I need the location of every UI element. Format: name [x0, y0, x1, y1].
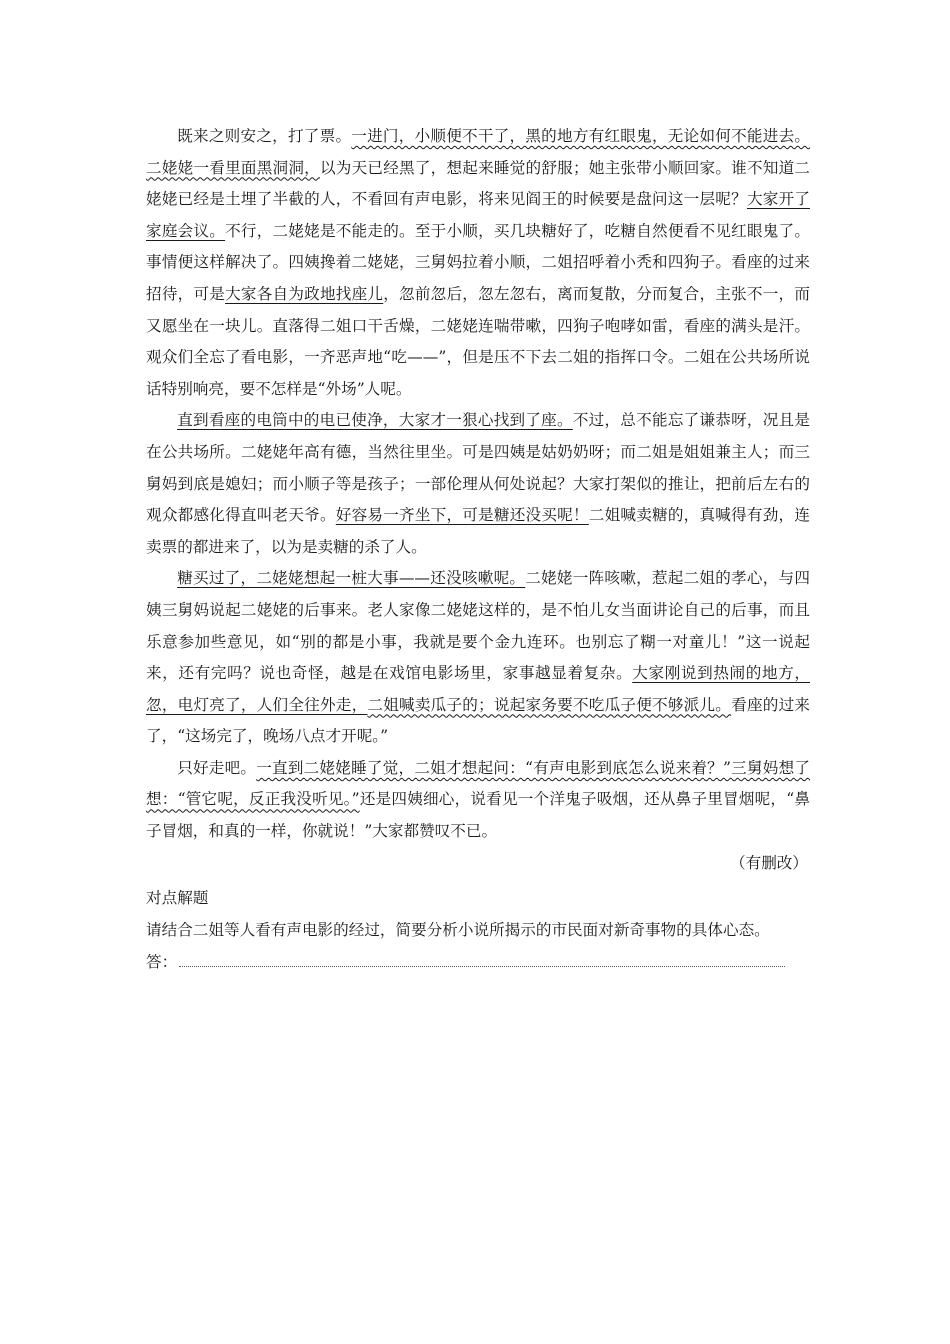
text-run: 看座的过来了，“这场完了，晚场八点才开呢。” — [146, 695, 810, 746]
wavy-underlined-text: 一进门，小顺便不干了，黑的地方有红眼鬼，无论如何不能进去。二姥姥一看里面黑洞洞， — [146, 127, 810, 177]
paragraph-1 — [146, 0, 810, 405]
text-run: 既来之则安之，打了票。 — [177, 127, 352, 145]
answer-blank-line[interactable] — [179, 946, 785, 967]
underlined-text: 大家开了家庭会议。 — [146, 190, 810, 240]
text-run: 二姐喊卖糖的，真喊得有劲，连卖票的都进来了，以为是卖糖的杀了人。 — [146, 506, 810, 556]
text-run: ，忽前忽后，忽左忽右，离而复散，分而复合，主张不一，而又愿坐在一块儿。直落得二姐口干舌燥，二姥姥连喘带嗽，四狗子咆哮如雷，看座的满头是汗。观众们全忘了看电影，一齐恶声地“吃——”，但是压不下去二姐的指挥口令。二姐在公共场所说话特别响亮，要不怎样是“外场”人呢。 — [146, 284, 810, 398]
paragraph-3 — [146, 563, 810, 753]
section-title: 对点解题 — [146, 889, 209, 908]
text-run: 以为天已经黑了，想起来睡觉的舒服；她主张带小顺回家。谁不知道二姥姥已经是土埋了半截的人，不看回有声电影，将来见阎王的时候要是盘问这一层呢？ — [146, 158, 810, 209]
document-body — [146, 0, 810, 979]
wavy-underlined-text: 一直到二姥姥睡了觉，二姐才想起问：“有声电影到底怎么说来着？”三舅妈想了想：“管它呢，反正我没听见。” — [146, 758, 810, 809]
paragraph-4 — [146, 753, 810, 848]
text-run: 不行，二姥姥是不能走的。至于小顺，买几块糖好了，吃糖自然便看不见红眼鬼了。事情便这样解决了。四姨搀着二姥姥，三舅妈拉着小顺，二姐招呼着小秃和四狗子。看座的过来招待，可是 — [146, 221, 810, 303]
underlined-text: 大家刚说到热闹的地方，忽，电灯亮了，人们全往外走， — [146, 664, 810, 714]
text-run: 只好走吧。 — [177, 758, 257, 777]
question-text: 请结合二姐等人看有声电影的经过，简要分析小说所揭示的市民面对新奇事物的具体心态。 — [146, 920, 770, 939]
paragraph-2 — [146, 405, 810, 563]
underlined-text: 好容易一齐坐下，可是糖还没买呢！ — [335, 506, 589, 525]
wavy-underlined-text: 二姐喊卖瓜子的；说起家务要不吃瓜子便不够派儿。 — [367, 695, 732, 714]
answer-row — [146, 946, 810, 979]
underlined-text: 直到看座的电筒中的电已使净，大家才一狠心找到了座。 — [177, 411, 573, 430]
source-note: （有删改） — [730, 853, 808, 872]
answer-label: 答： — [146, 953, 178, 972]
underlined-text: 糖买过了，二姥姥想起一桩大事——还没咳嗽呢。 — [177, 569, 526, 588]
text-run: 不过，总不能忘了谦恭呀，况且是在公共场所。二姥姥年高有德，当然往里坐。可是四姨是姑奶奶呀；而二姐是姐姐兼主人；而三舅妈到底是媳妇；而小顺子等是孩子；一部伦理从何处说起？大家打架似的推让，把前后左右的观众都感化得直叫老天爷。 — [146, 411, 810, 525]
text-run: 还是四姨细心，说看见一个洋鬼子吸烟，还从鼻子里冒烟呢，“鼻子冒烟，和真的一样，你就说！”大家都赞叹不已。 — [146, 790, 810, 841]
underlined-text: 大家各自为政地找座儿 — [225, 284, 384, 303]
text-run: 二姥姥一阵咳嗽，惹起二姐的孝心，与四姨三舅妈说起二姥姥的后事来。老人家像二姥姥这样的，是不怕儿女当面讲论自己的后事，而且乐意参加些意见，如“别的都是小事，我就是要个金九连环。也别忘了糊一对童儿！”这一说起来，还有完吗？说也奇怪，越是在戏馆电影场里，家事越显着复杂。 — [146, 569, 810, 683]
